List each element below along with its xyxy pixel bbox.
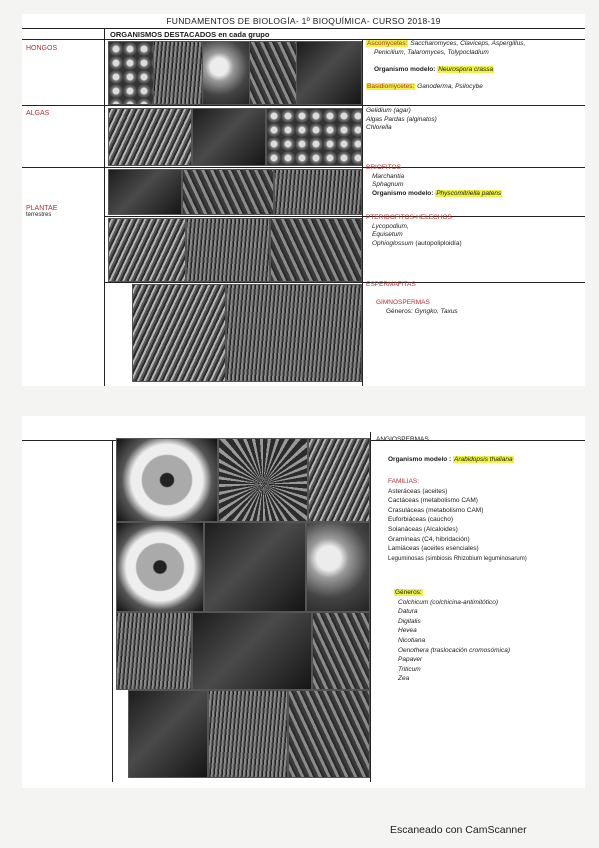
gimnospermas-generos-label: Géneros: [386, 307, 413, 315]
photo-papaver [128, 690, 208, 778]
briofitos-genus-1: Marchantia [372, 172, 405, 180]
genero-item: Oenothera (traslocación cromosómica) [398, 646, 510, 654]
familia-item: Gramíneas (C4, hibridación) [388, 535, 470, 543]
briofitos-text [366, 164, 582, 198]
text-column-divider [362, 39, 363, 386]
familia-item: Solanáceas (Alcaloides) [388, 525, 458, 533]
algas-line-1: Gelidium (agar) [366, 107, 411, 114]
photo-physcomitrella [274, 169, 362, 215]
genero-item: Triticum [398, 665, 421, 673]
photo-lamiaceae [192, 612, 312, 690]
model-organism-label: Organismo modelo : [388, 456, 452, 463]
familia-item: Leguminosas (simbiosis Rhizobium leguminosarum) [388, 555, 527, 562]
photo-euphorbia [116, 522, 204, 612]
genero-item: Papaver [398, 656, 423, 664]
algas-text [366, 107, 566, 133]
algas-line-3: Chlorella [366, 124, 392, 132]
angiospermas-model [388, 456, 584, 465]
photo-triticum [208, 690, 288, 778]
label-column-divider [112, 440, 113, 782]
algas-line-2: Algas Pardas (alginatos) [366, 115, 437, 123]
familia-item: Lamiáceas (aceites esenciales) [388, 545, 479, 553]
familia-item: Asteráceas (aceites) [388, 487, 448, 495]
familias-list [388, 477, 584, 564]
familia-item: Cactáceas (metabolismo CAM) [388, 497, 478, 505]
ascomycetes-label: Ascomycetes: [367, 40, 408, 47]
briofitos-heading: BRIOFITOS [366, 164, 401, 171]
photo-chlorella [266, 108, 362, 166]
scanned-page-1 [22, 14, 585, 386]
basidiomycetes-label: Basidiomycetes: [367, 82, 415, 90]
photo-gingko [132, 284, 226, 382]
plantae-label: PLANTAE [26, 205, 58, 212]
photo-zea [288, 690, 370, 778]
photo-marchantia [108, 169, 182, 215]
photo-gramineae [116, 612, 192, 690]
photo-brown-algae [192, 108, 266, 166]
briofitos-model-name: Physcomitriella patens [436, 189, 502, 197]
photo-lycopodium [108, 218, 186, 282]
photo-sunflower [116, 438, 218, 522]
model-organism-name: Neurospora crassa [438, 65, 494, 73]
genero-item: Colchicum (colchicina-antimitótico) [398, 598, 499, 606]
row-label-hongos: HONGOS [26, 45, 58, 52]
photo-digitalis [312, 612, 370, 690]
generos-list [394, 588, 584, 684]
genero-item: Zea [398, 675, 410, 683]
model-organism-name: Arabidopsis thaliana [454, 456, 513, 463]
scanner-watermark: Escaneado con CamScanner [390, 824, 527, 836]
briofitos-model-label: Organismo modelo: [372, 189, 434, 197]
model-organism-label: Organismo modelo: [374, 65, 436, 73]
photo-claviceps [153, 41, 203, 105]
pteridofitos-heading: PTERIDOFITOS-HELECHOS [366, 214, 452, 221]
pteridofitos-genus-3: Ophioglossum [372, 239, 414, 247]
photo-penicillium [249, 41, 297, 105]
gimnospermas-heading: GIMNOSPERMAS [376, 299, 430, 307]
row-label-plantae [26, 205, 57, 218]
plantae-sublabel: terrestres [26, 212, 52, 218]
pteridofitos-genus-3-note: (autopoliploidía) [413, 239, 462, 247]
angiospermas-heading [376, 436, 582, 445]
photo-equisetum [186, 218, 270, 282]
genero-item: Datura [398, 608, 418, 616]
photo-taxus [226, 284, 362, 382]
photo-crassula [308, 438, 370, 522]
row-divider [22, 105, 585, 106]
scanned-page-2 [22, 416, 585, 788]
pteridofitos-genus-2: Equisetum [372, 231, 403, 239]
text-column-divider [370, 432, 371, 782]
hongos-text [366, 40, 582, 92]
photo-aspergillus [202, 41, 250, 105]
familia-item: Crasuláceas (metabolismo CAM) [388, 506, 484, 514]
photo-gelidium [108, 108, 192, 166]
familias-heading: FAMILIAS: [388, 478, 420, 485]
espermafitas-heading: ESPERMAFITAS [366, 281, 416, 288]
basidiomycetes-genera: Ganoderma, Psilocybe [417, 82, 483, 90]
ascomycetes-genera-2: Penicilium, Talaromyces, Tolypocladium [374, 48, 489, 56]
genero-item: Digitalis [398, 617, 421, 625]
photo-solanaceae [204, 522, 306, 612]
familia-item: Euforbiáceas (caucho) [388, 516, 454, 524]
photo-yeast [108, 41, 154, 105]
photo-cactus [218, 438, 308, 522]
pteridofitos-text [366, 214, 582, 248]
label-column-divider [104, 28, 105, 386]
pteridofitos-genus-1: Lycopodium, [372, 222, 409, 230]
espermafitas-text [366, 281, 582, 316]
genero-item: Hevea [398, 627, 417, 635]
photo-ophioglossum [270, 218, 362, 282]
photo-sphagnum [182, 169, 274, 215]
briofitos-genus-2: Sphagnum [372, 181, 404, 189]
ascomycetes-genera-1: Saccharomyces, Claviceps, Aspergillus, [410, 40, 526, 47]
genero-item: Nicotiana [398, 636, 426, 644]
generos-heading: Géneros: [395, 589, 422, 596]
gimnospermas-generos: Gyngko, Taxus [414, 307, 458, 315]
row-label-algas: ALGAS [26, 110, 50, 117]
table-header: ORGANISMOS DESTACADOS en cada grupo [110, 30, 270, 39]
document-title: FUNDAMENTOS DE BIOLOGÍA- 1º BIOQUÍMICA- CURSO 2018-19 [166, 16, 441, 26]
table-top-rule [22, 28, 585, 29]
photo-mushroom [296, 41, 362, 105]
photo-datura [306, 522, 370, 612]
angiospermas-title: ANGIOSPERMAS [376, 436, 429, 443]
